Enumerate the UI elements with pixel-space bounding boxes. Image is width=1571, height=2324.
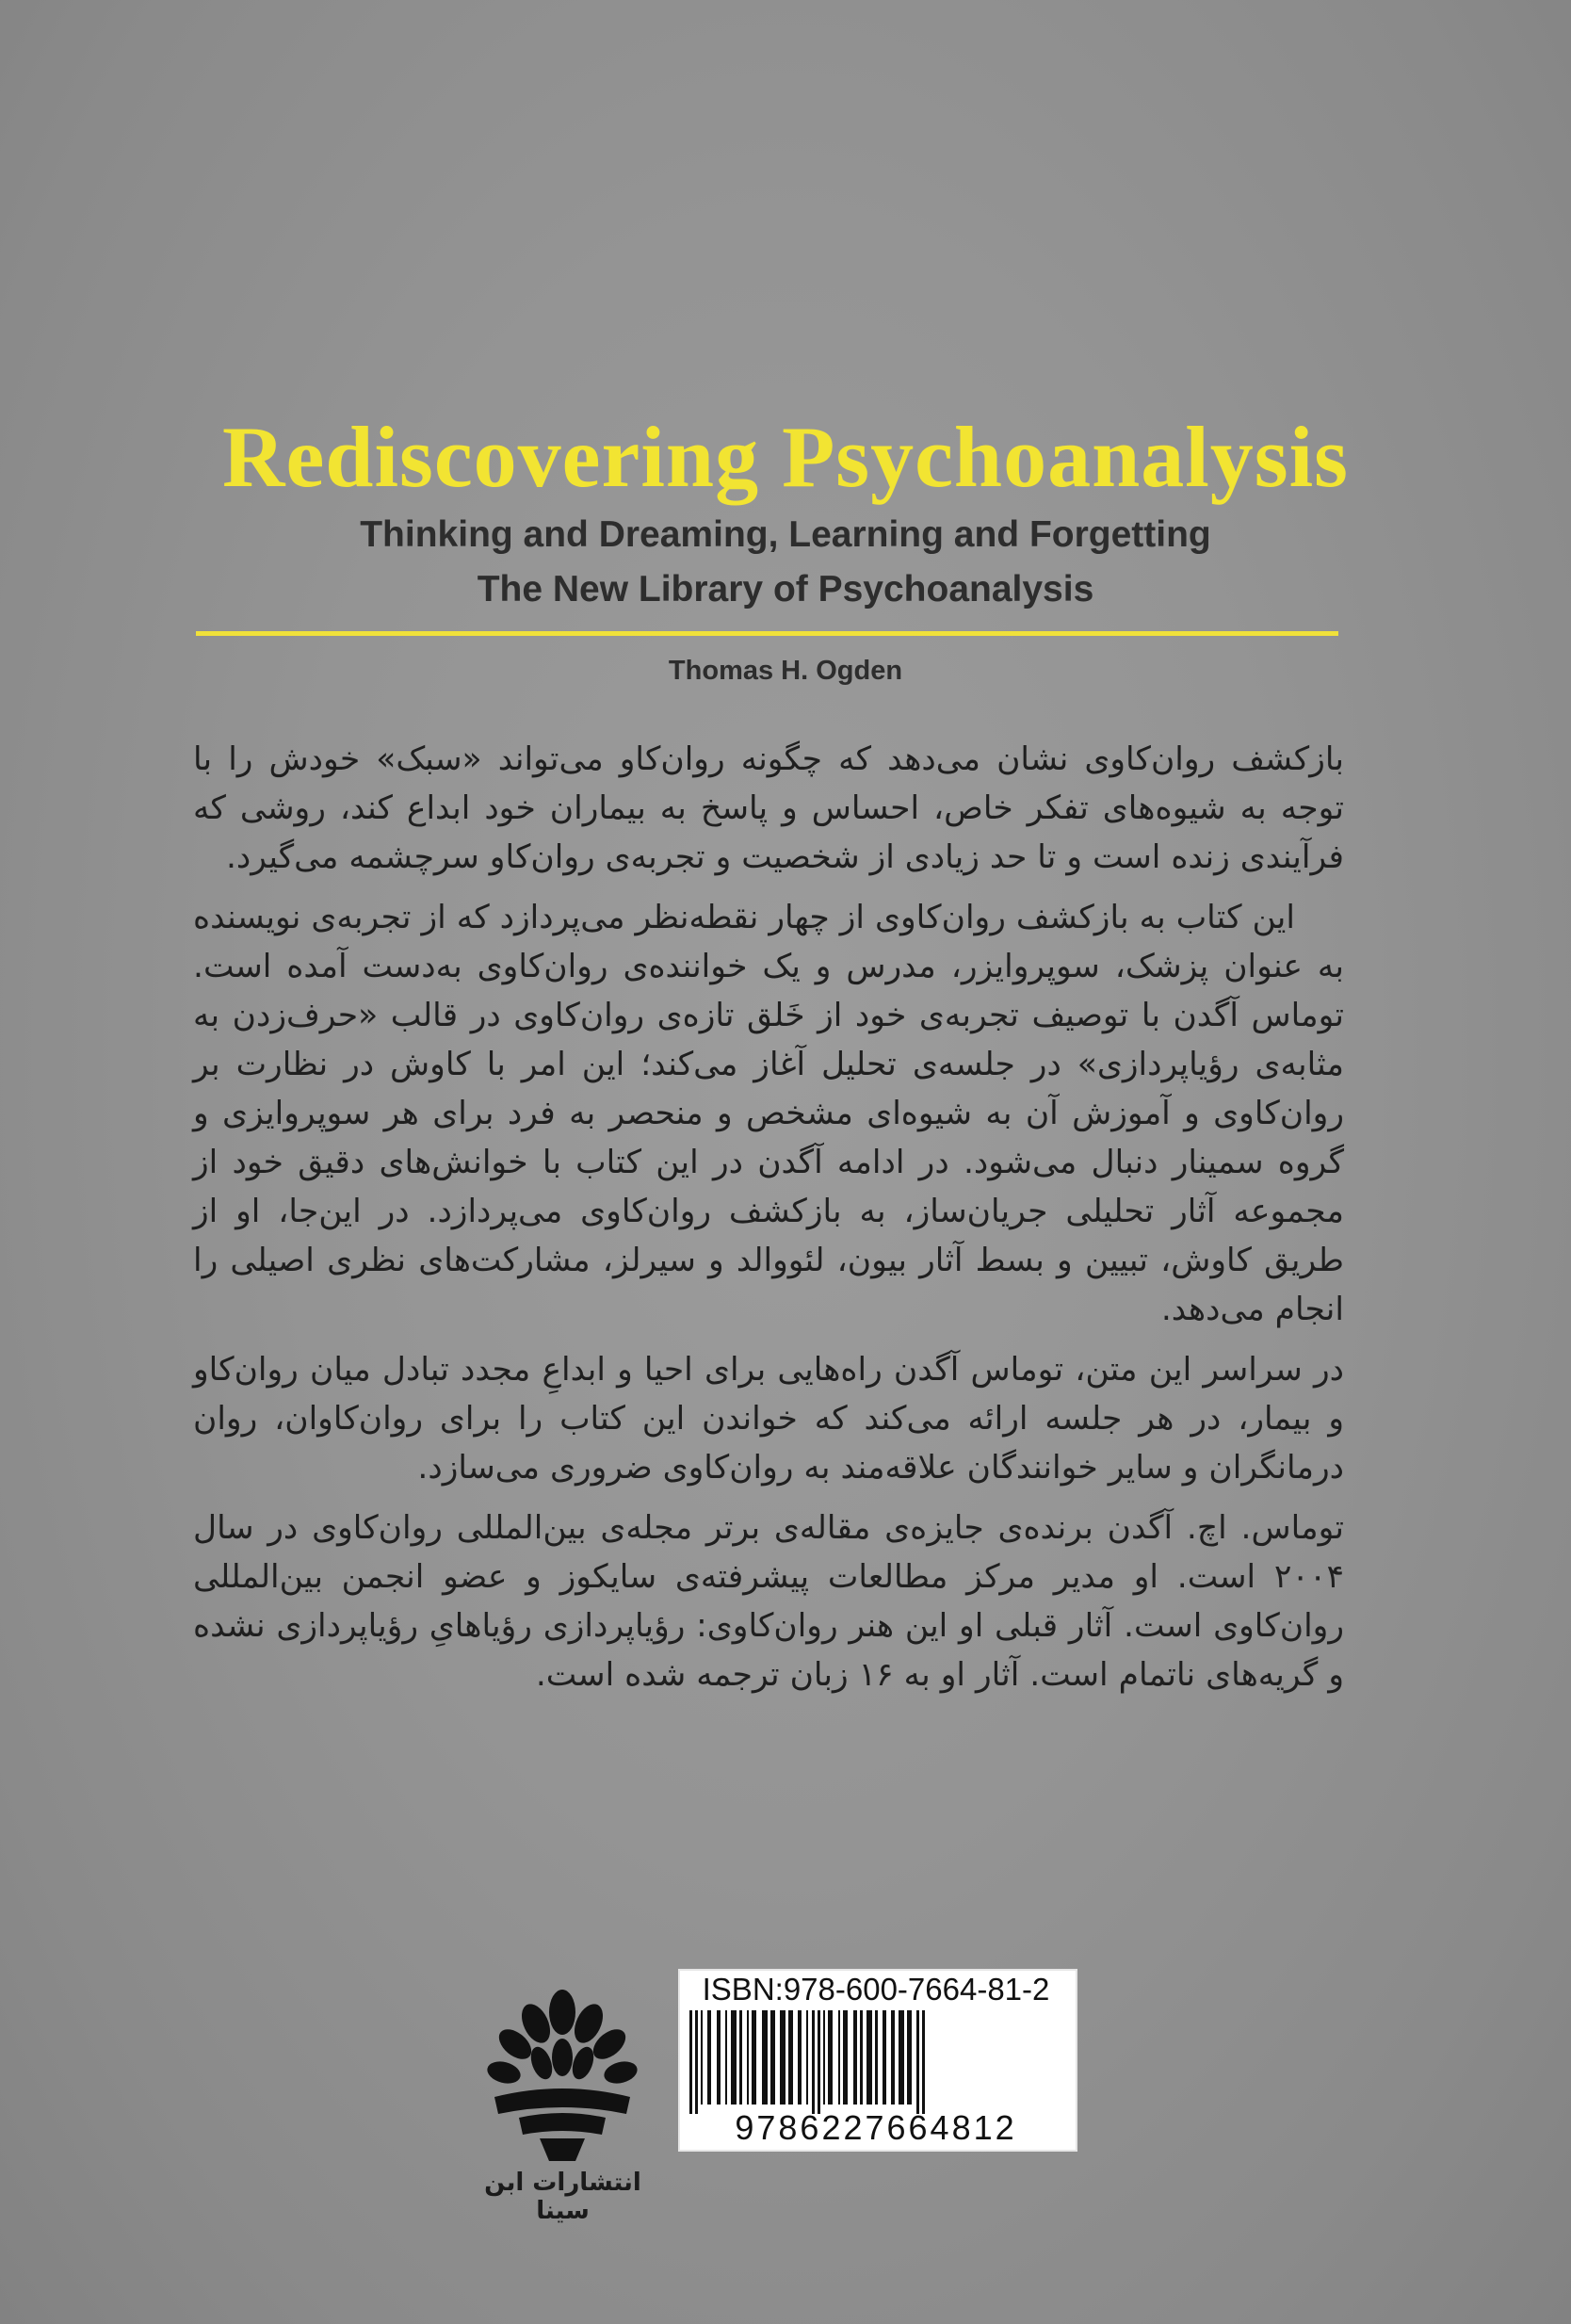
shell-logo-icon [485, 1986, 640, 2174]
barcode-bar [828, 2010, 833, 2105]
barcode-bar [780, 2010, 786, 2105]
description-paragraph-3: در سراسر این متن، توماس آگدن راه‌هایی برای احیا و ابداعِ مجدد تبادل میان روان‌کاو و بیمار، در هر جلسه ارائه می‌کند که خواندن این کتاب را برای روان‌کاوان، روان درمانگران و سایر خوانندگان علاقه‌مند به روان‌کاوی ضروری می‌سازد. [193, 1351, 1344, 1487]
book-description [193, 735, 1344, 1711]
barcode-bar [853, 2010, 857, 2105]
barcode-bar [731, 2010, 737, 2105]
barcode-bar [860, 2010, 863, 2105]
barcode-bar [838, 2010, 840, 2105]
barcode-bars [686, 2010, 1066, 2114]
barcode-bar [701, 2010, 703, 2105]
book-title: Rediscovering Psychoanalysis [222, 409, 1349, 505]
barcode-bar [725, 2010, 727, 2105]
barcode-bar [717, 2010, 721, 2105]
title-divider [196, 631, 1338, 636]
barcode-bar [788, 2010, 793, 2105]
description-paragraph-2: این کتاب به بازکشف روان‌کاوی از چهار نقطه‌نظر می‌پردازد که از تجربه‌ی نویسنده به عنوان پزشک، سوپروایزر، مدرس و یک خواننده‌ی روان‌کاوی به‌دست آمده است. توماس آگدن با توصیف تجربه‌ی خود از خَلق تازه‌ی روان‌کاوی در قالب «حرف‌زدن به مثابه‌ی رؤیاپردازی» در جلسه‌ی تحلیل آغاز می‌کند؛ این امر با کاوش در نظارت بر روان‌کاوی و آموزش آن به شیوه‌ای مشخص و منحصر به فرد برای هر سوپروایزی و گروه سمینار دنبال می‌شود. در ادامه آگدن در این کتاب با خوانش‌های دقیق خود از مجموعه آثار تحلیلی جریان‌ساز، به بازکشف روان‌کاوی می‌پردازد. در این‌جا، او از طریق کاوش، تبیین و بسط آثار بیون، لئووالد و سیرلز، مشارکت‌های نظری اصیلی را انجام می‌دهد. [193, 899, 1344, 1328]
description-paragraph-1: بازکشف روان‌کاوی نشان می‌دهد که چگونه روان‌کاو می‌تواند «سبک» خودش را با توجه به شیوه‌های تفکر خاص، احساس و پاسخ به بیماران خود ابداع کند، روشی که فرآیندی زنده است و تا حد زیادی از شخصیت و تجربه‌ی روان‌کاو سرچشمه می‌گیرد. [193, 740, 1344, 876]
barcode-bar [823, 2010, 825, 2105]
barcode-bar [843, 2010, 848, 2105]
barcode-bar [747, 2010, 749, 2105]
barcode-bar [752, 2010, 756, 2105]
barcode-bar [883, 2010, 886, 2105]
barcode-bar [695, 2010, 698, 2114]
barcode-bar [798, 2010, 802, 2105]
barcode-bar [899, 2010, 904, 2105]
barcode-bar [806, 2010, 808, 2105]
barcode-number: 9786227664812 [735, 2108, 1017, 2147]
barcode-bar [707, 2010, 711, 2105]
barcode-bar [812, 2010, 815, 2114]
author-name: Thomas H. Ogden [668, 656, 903, 686]
barcode-bar [770, 2010, 775, 2105]
barcode-bar [762, 2010, 768, 2105]
barcode-bar [875, 2010, 878, 2105]
barcode-bar [866, 2010, 872, 2105]
barcode-bar [922, 2010, 925, 2114]
barcode-bar [891, 2010, 895, 2105]
barcode-bar [907, 2010, 912, 2105]
book-subtitle: Thinking and Dreaming, Learning and Forgetting [360, 514, 1211, 555]
barcode-bar [916, 2010, 919, 2114]
isbn-label: ISBN:978-600-7664-81-2 [702, 1972, 1050, 2007]
description-paragraph-4: توماس. اچ. آگدن برنده‌ی جایزه‌ی مقاله‌ی برتر مجله‌ی بین‌المللی روان‌کاوی در سال ۲۰۰۴ است. او مدیر مرکز مطالعات پیشرفته‌ی سایکوز و عضو انجمن بین‌المللی روان‌کاوی است. آثار قبلی او این هنر روان‌کاوی: رؤیاپردازی رؤیاهایِ رؤیاپردازی نشده و گریه‌های ناتمام است. آثار او به ۱۶ زبان ترجمه شده است. [193, 1509, 1344, 1694]
publisher-name: انتشارات ابن سینا [484, 2169, 641, 2225]
series-name: The New Library of Psychoanalysis [477, 569, 1094, 609]
barcode-bar [689, 2010, 692, 2114]
barcode-bar [739, 2010, 742, 2105]
barcode-bar [818, 2010, 820, 2114]
